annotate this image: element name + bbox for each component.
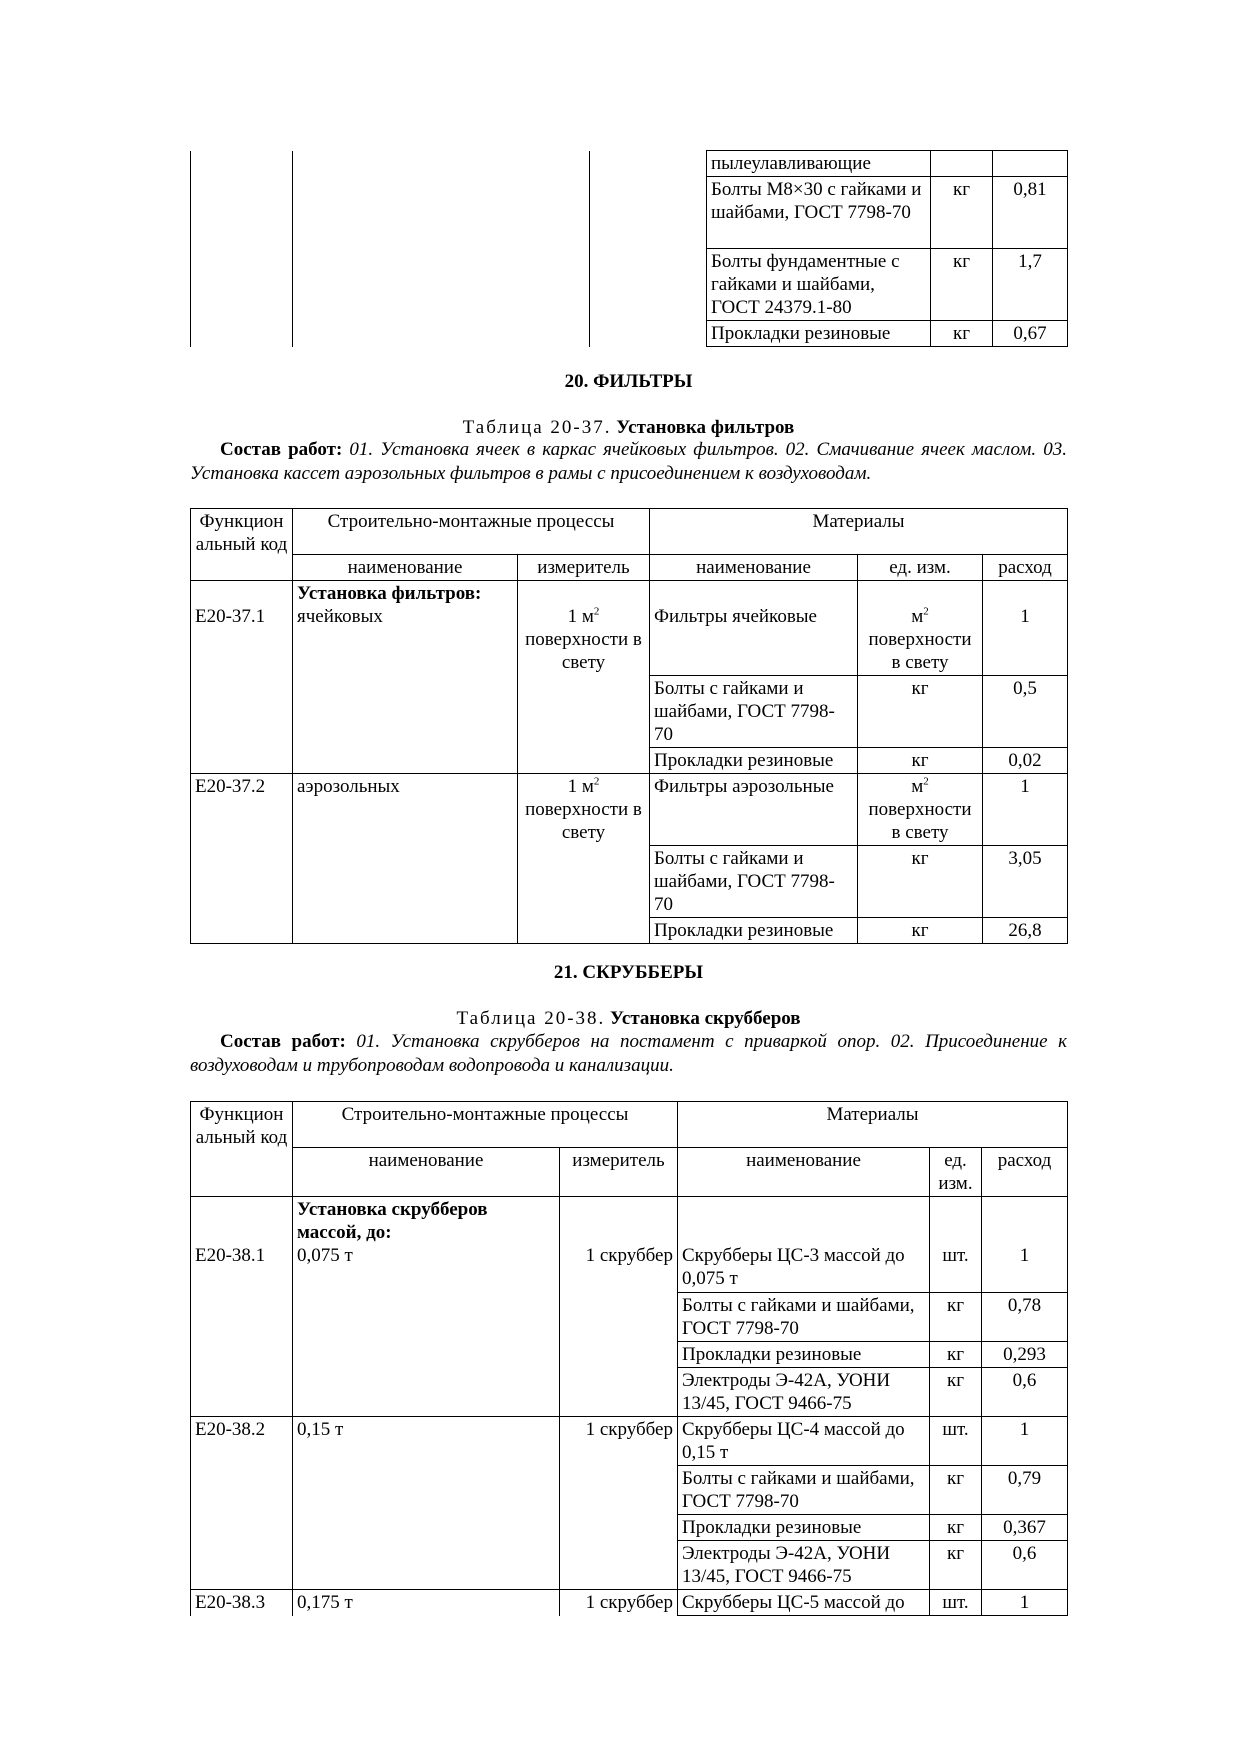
work-text: 01. Установка ячеек в каркас ячейковых фильтров. 02. Смачивание ячеек маслом. 03. Установка кассет аэрозольных фильтров в рамы с присоединением к воздуховодам. [190,439,1067,484]
header-name: наименование [293,1148,560,1197]
material-qty: 0,02 [983,748,1068,774]
table-row-code: Е20-38.2 [191,1417,293,1590]
table-label: Таблица 20-38. [456,1008,606,1029]
table-row-code: Е20-37.2 [191,774,293,944]
table-name: Установка фильтров [616,417,795,438]
work-text: 01. Установка скрубберов на постамент с приваркой опор. 02. Присоединение к воздуховодам и трубопроводам водопровода и канализации. [190,1031,1068,1076]
table-row-name: аэрозольных [293,774,518,944]
header-name: наименование [293,555,518,581]
group-title: Установка скрубберов массой, до: [297,1199,488,1243]
material-qty: 0,78 [982,1293,1068,1342]
material-unit [931,151,993,177]
material-qty: 0,367 [982,1515,1068,1541]
material-unit: кг [858,676,983,748]
material-unit: кг [858,846,983,918]
header-mat-name: наименование [650,555,858,581]
material-unit: кг [930,1515,982,1541]
material-qty: 1 [982,1197,1068,1293]
table-label: Таблица 20-37. [462,417,612,438]
material-qty: 0,6 [982,1368,1068,1417]
material-name: Электроды Э-42А, УОНИ 13/45, ГОСТ 9466-75 [678,1541,930,1590]
table-row-measure: 1 $м^2$ поверхности в свету [518,581,650,774]
material-name: Болты с гайками и шайбами, ГОСТ 7798-70 [650,676,858,748]
material-qty: 0,79 [982,1466,1068,1515]
table-name: Установка скрубберов [610,1008,801,1029]
material-qty: 1,7 [993,249,1068,321]
table-row-name: 0,175 т [293,1590,560,1616]
header-func-code: Функцион альный код [191,509,293,581]
material-qty: 1 [983,774,1068,846]
table-row-measure: 1 $м^2$ поверхности в свету [518,774,650,944]
material-qty: 0,5 [983,676,1068,748]
header-mat-name: наименование [678,1148,930,1197]
material-qty: 0,6 [982,1541,1068,1590]
material-unit: кг [931,249,993,321]
material-qty: 1 [982,1417,1068,1466]
material-name: пылеулавливающие [707,151,931,177]
table-20-37 [190,508,1067,944]
material-name: Скрубберы ЦС-5 массой до [678,1590,930,1616]
header-unit: ед. изм. [930,1148,982,1197]
material-unit: кг [930,1466,982,1515]
material-name: Электроды Э-42А, УОНИ 13/45, ГОСТ 9466-75 [678,1368,930,1417]
header-measure: измеритель [518,555,650,581]
material-unit: кг [858,748,983,774]
material-unit: кг [931,177,993,249]
table-row-measure: 1 скруббер [560,1590,678,1616]
continued-table [190,150,1067,347]
header-measure: измеритель [560,1148,678,1197]
material-qty: 0,67 [993,321,1068,347]
header-processes: Строительно-монтажные процессы [293,1102,678,1148]
material-qty [993,151,1068,177]
header-processes: Строительно-монтажные процессы [293,509,650,555]
table-title [190,416,1067,439]
work-lead: Состав работ: [220,1031,346,1052]
material-name: Прокладки резиновые [678,1515,930,1541]
material-unit: шт. [930,1590,982,1616]
material-name: Скрубберы ЦС-4 массой до 0,15 т [678,1417,930,1466]
material-qty: 26,8 [983,918,1068,944]
material-name: Прокладки резиновые [650,918,858,944]
material-unit: кг [858,918,983,944]
header-materials: Материалы [650,509,1068,555]
table-row-name: 0,15 т [293,1417,560,1590]
table-row-name: Установка фильтров: ячейковых [293,581,518,774]
work-composition [190,1030,1067,1078]
table-20-38 [190,1101,1067,1616]
material-name: Болты М8×30 с гайками и шайбами, ГОСТ 7798-70 [707,177,931,249]
table-row-code: Е20-37.1 [191,581,293,774]
table-title [190,1007,1067,1030]
material-unit: шт. [930,1417,982,1466]
table-row-code: Е20-38.1 [191,1197,293,1417]
material-name: Фильтры аэрозольные [650,774,858,846]
table-row-measure: 1 скруббер [560,1197,678,1417]
material-unit: кг [930,1342,982,1368]
material-unit: $м^2$ поверхности в свету [858,581,983,676]
table-row-measure: 1 скруббер [560,1417,678,1590]
material-name: Прокладки резиновые [650,748,858,774]
material-name: Болты с гайками и шайбами, ГОСТ 7798-70 [678,1293,930,1342]
header-materials: Материалы [678,1102,1068,1148]
material-unit: кг [930,1293,982,1342]
section-heading: 20. ФИЛЬТРЫ [564,371,693,392]
material-name: Прокладки резиновые [678,1342,930,1368]
material-name: Фильтры ячейковые [650,581,858,676]
material-name: Прокладки резиновые [707,321,931,347]
material-qty: 0,293 [982,1342,1068,1368]
table-row-name: Установка скрубберов массой, до: 0,075 т [293,1197,560,1417]
material-unit: кг [930,1541,982,1590]
material-unit: кг [931,321,993,347]
table-row-code: Е20-38.3 [191,1590,293,1616]
material-unit: $м^2$ поверхности в свету [858,774,983,846]
material-name: Скрубберы ЦС-3 массой до 0,075 т [678,1197,930,1293]
work-lead: Состав работ: [220,439,343,460]
section-heading: 21. СКРУББЕРЫ [553,962,704,983]
material-qty: 1 [982,1590,1068,1616]
material-name: Болты фундаментные с гайками и шайбами, ГОСТ 24379.1-80 [707,249,931,321]
material-unit: кг [930,1368,982,1417]
header-func-code: Функцион альный код [191,1102,293,1197]
header-consumption: расход [982,1148,1068,1197]
material-unit: шт. [930,1197,982,1293]
material-name: Болты с гайками и шайбами, ГОСТ 7798-70 [650,846,858,918]
material-qty: 0,81 [993,177,1068,249]
header-unit: ед. изм. [858,555,983,581]
group-title: Установка фильтров: [297,583,482,604]
material-qty: 3,05 [983,846,1068,918]
material-qty: 1 [983,581,1068,676]
header-consumption: расход [983,555,1068,581]
material-name: Болты с гайками и шайбами, ГОСТ 7798-70 [678,1466,930,1515]
work-composition [190,438,1067,486]
